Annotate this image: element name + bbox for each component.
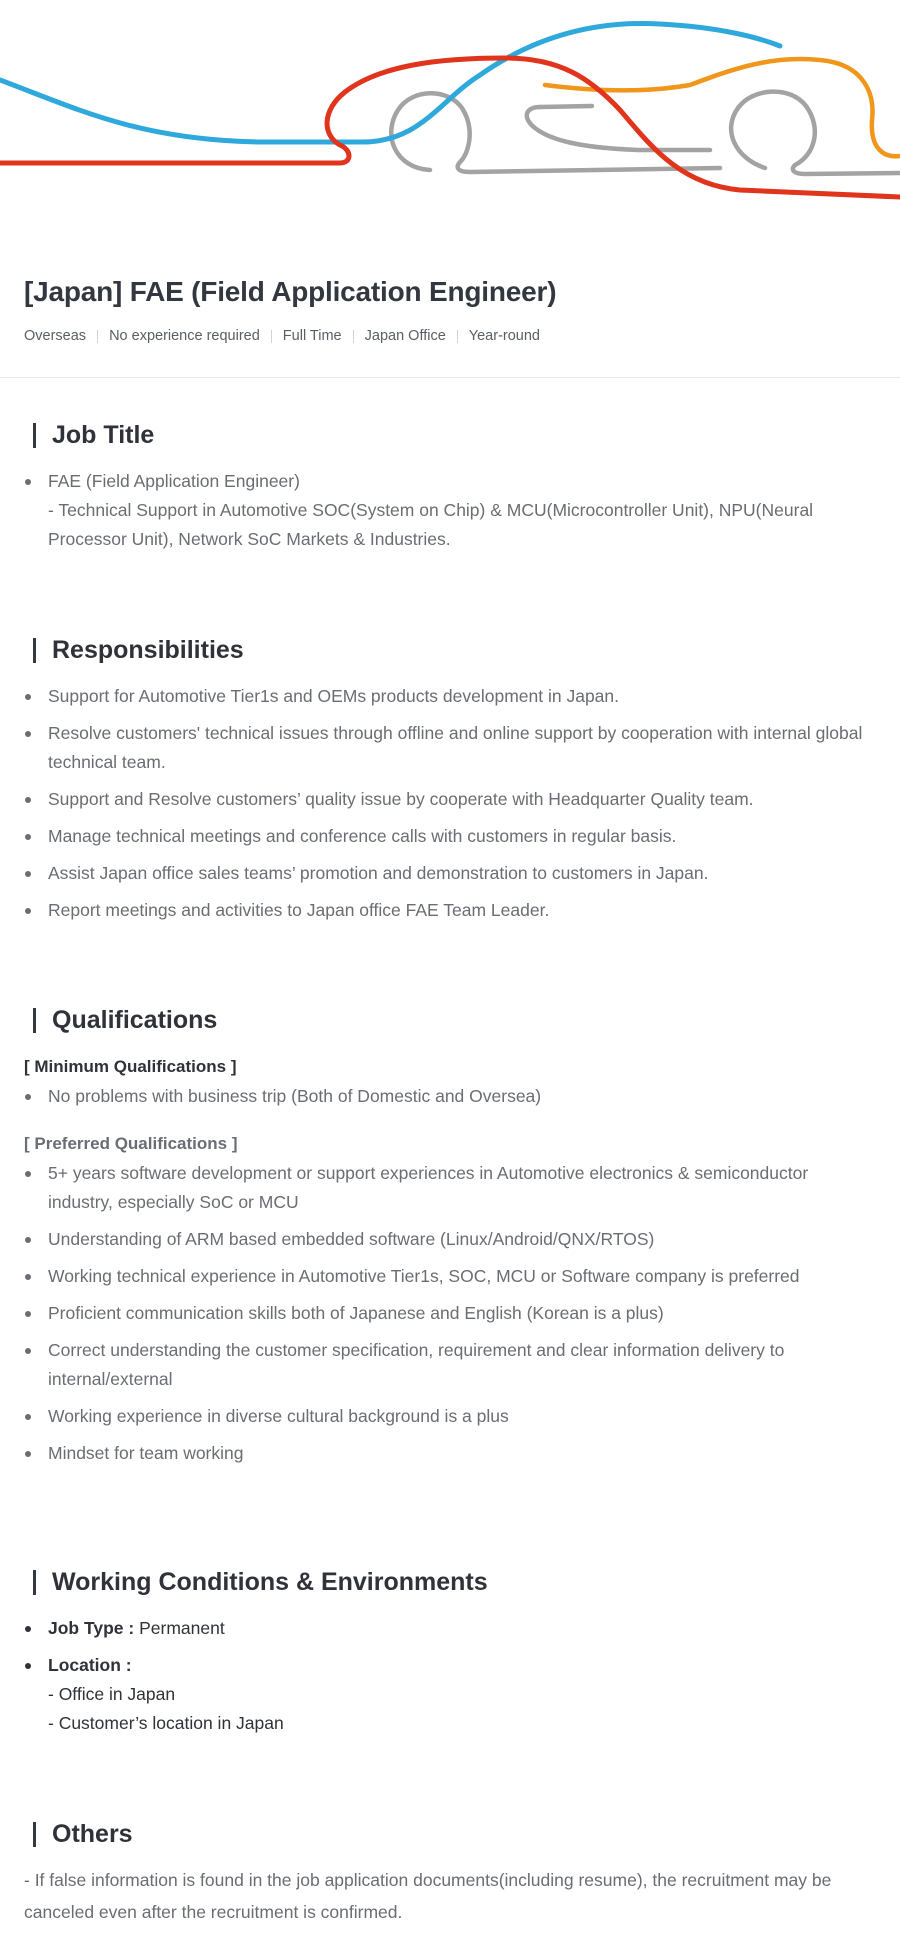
location-line: - Office in Japan <box>48 1684 176 1704</box>
section-heading-text: Others <box>52 1819 133 1848</box>
list-item: Working experience in diverse cultural background is a plus <box>24 1402 876 1431</box>
hero-car-illustration <box>0 0 900 205</box>
minimum-qualifications-label: [ Minimum Qualifications ] <box>24 1057 237 1076</box>
page-title: [Japan] FAE (Field Application Engineer) <box>24 276 557 307</box>
job-tags <box>24 328 876 344</box>
list-item: Proficient communication skills both of Japanese and English (Korean is a plus) <box>24 1299 876 1328</box>
heading-bar <box>33 1008 36 1033</box>
others-notice: - If false information is found in the job application documents(including resume), the recruitment may be canceled even after the recruitment is confirmed. <box>24 1870 832 1922</box>
section-qualifications <box>24 1000 876 1476</box>
list-item: Resolve customers' technical issues through offline and online support by cooperation with internal global technical team. <box>24 719 876 777</box>
heading-bar <box>33 1822 36 1847</box>
car-line-art-icon <box>0 0 900 205</box>
list-item <box>24 467 876 554</box>
working-conditions-list <box>24 1614 876 1738</box>
section-others <box>24 1814 876 1928</box>
list-item: Report meetings and activities to Japan office FAE Team Leader. <box>24 896 876 925</box>
job-header <box>24 270 876 344</box>
section-heading <box>24 1000 876 1040</box>
preferred-qualifications-list <box>24 1159 876 1468</box>
location-line: - Customer’s location in Japan <box>48 1713 284 1733</box>
section-heading <box>24 1562 876 1602</box>
section-heading-text: Job Title <box>52 420 155 449</box>
section-job-title <box>24 415 876 562</box>
section-heading <box>24 1814 876 1854</box>
section-working-conditions <box>24 1562 876 1746</box>
heading-bar <box>33 1570 36 1595</box>
section-heading <box>24 630 876 670</box>
list-item: Working technical experience in Automotive Tier1s, SOC, MCU or Software company is preferred <box>24 1262 876 1291</box>
preferred-qualifications-label: [ Preferred Qualifications ] <box>24 1134 238 1153</box>
section-heading-text: Qualifications <box>52 1005 218 1034</box>
list-item: Support and Resolve customers’ quality issue by cooperate with Headquarter Quality team. <box>24 785 876 814</box>
section-heading <box>24 415 876 455</box>
header-divider <box>0 377 900 378</box>
job-type-value: Permanent <box>139 1618 225 1638</box>
job-title-list <box>24 467 876 554</box>
list-item: Mindset for team working <box>24 1439 876 1468</box>
minimum-qualifications-list <box>24 1082 876 1111</box>
section-heading-text: Responsibilities <box>52 635 244 664</box>
heading-bar <box>33 638 36 663</box>
job-title-detail: - Technical Support in Automotive SOC(System on Chip) & MCU(Microcontroller Unit), NPU(Neural Processor Unit), Network SoC Markets & Industries. <box>48 500 814 549</box>
list-item: Understanding of ARM based embedded software (Linux/Android/QNX/RTOS) <box>24 1225 876 1254</box>
tag-experience: No experience required <box>86 328 260 344</box>
responsibilities-list <box>24 682 876 925</box>
heading-bar <box>33 423 36 448</box>
list-item: No problems with business trip (Both of Domestic and Oversea) <box>24 1082 876 1111</box>
job-type-label: Job Type : <box>48 1618 135 1638</box>
tag-office: Japan Office <box>342 328 446 344</box>
list-item: Manage technical meetings and conference calls with customers in regular basis. <box>24 822 876 851</box>
tag-hiring-period: Year-round <box>446 328 540 344</box>
section-responsibilities <box>24 630 876 933</box>
list-item: Correct understanding the customer specification, requirement and clear information delivery to internal/external <box>24 1336 876 1394</box>
list-item: 5+ years software development or support experiences in Automotive electronics & semiconductor industry, especially SoC or MCU <box>24 1159 876 1217</box>
tag-employment-type: Full Time <box>260 328 342 344</box>
tag-region: Overseas <box>24 328 87 344</box>
list-item <box>24 1651 876 1738</box>
location-label: Location : <box>48 1655 132 1675</box>
list-item <box>24 1614 876 1643</box>
job-title-main: FAE (Field Application Engineer) <box>48 471 300 491</box>
section-heading-text: Working Conditions & Environments <box>52 1567 488 1596</box>
list-item: Assist Japan office sales teams’ promotion and demonstration to customers in Japan. <box>24 859 876 888</box>
list-item: Support for Automotive Tier1s and OEMs products development in Japan. <box>24 682 876 711</box>
